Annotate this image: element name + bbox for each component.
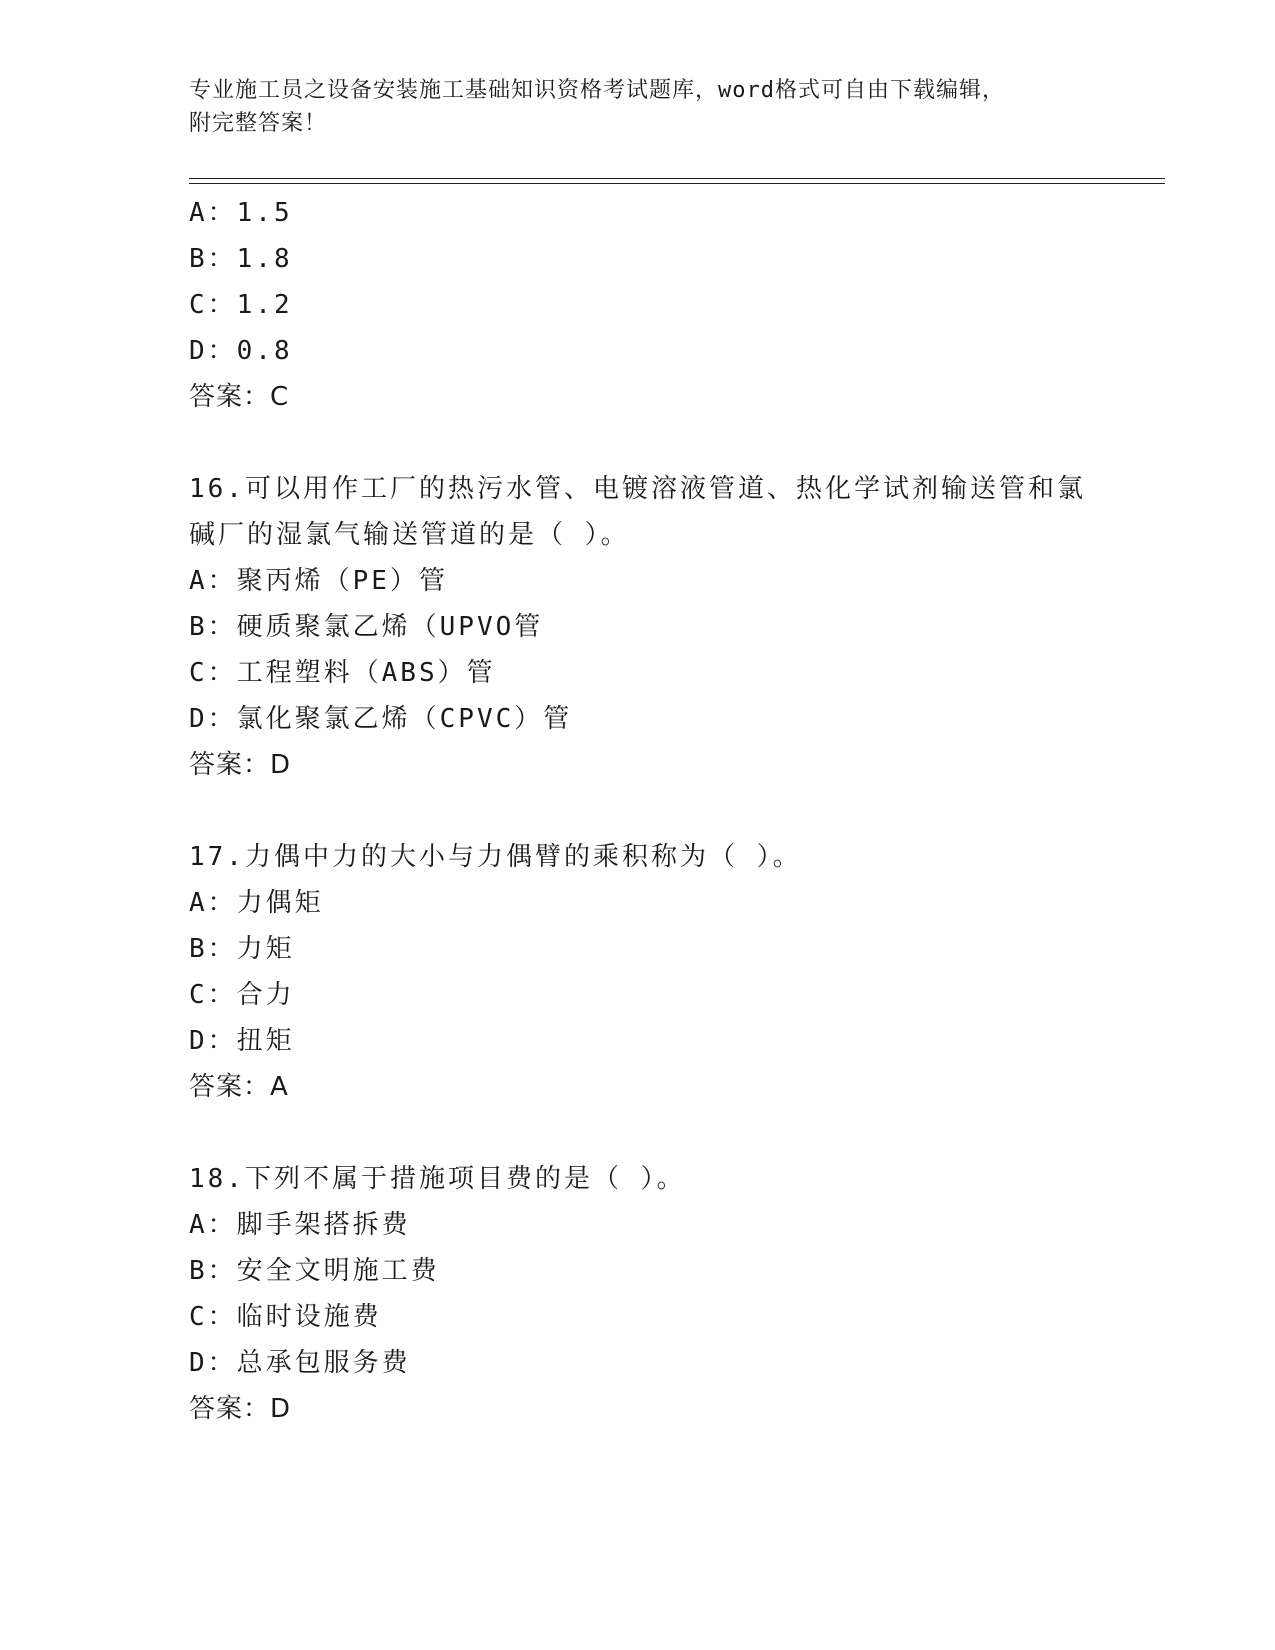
spacer — [189, 420, 1109, 466]
option-c: C：合力 — [189, 980, 295, 1010]
question-18 — [189, 1156, 1109, 1432]
option-d: D：扭矩 — [189, 1026, 295, 1056]
option-c: C：1.2 — [189, 290, 293, 320]
option-d: D：0.8 — [189, 336, 293, 366]
option-d: D：总承包服务费 — [189, 1348, 411, 1378]
option-a: A：聚丙烯（PE）管 — [189, 566, 448, 596]
question-15 — [189, 190, 1109, 420]
option-c: C：临时设施费 — [189, 1302, 382, 1332]
option-a: A：力偶矩 — [189, 888, 324, 918]
header-line-1: 专业施工员之设备安装施工基础知识资格考试题库，word格式可自由下载编辑， — [189, 78, 1005, 103]
option-d: D：氯化聚氯乙烯（CPVC）管 — [189, 704, 573, 734]
header-divider-bottom — [189, 183, 1165, 184]
option-b: B：1.8 — [189, 244, 293, 274]
question-16 — [189, 466, 1109, 788]
question-text-line-1: 17.力偶中力的大小与力偶臂的乘积称为（ ）。 — [189, 842, 802, 872]
spacer — [189, 1110, 1109, 1156]
answer-line: 答案：D — [189, 750, 292, 780]
answer-line: 答案：C — [189, 382, 290, 412]
header-divider-top — [189, 178, 1165, 179]
option-b: B：安全文明施工费 — [189, 1256, 440, 1286]
header-line-2: 附完整答案！ — [189, 111, 328, 136]
option-c: C：工程塑料（ABS）管 — [189, 658, 496, 688]
answer-line: 答案：D — [189, 1394, 292, 1424]
option-a: A：1.5 — [189, 198, 293, 228]
option-a: A：脚手架搭拆费 — [189, 1210, 411, 1240]
option-b: B：硬质聚氯乙烯（UPVO管 — [189, 612, 544, 642]
answer-line: 答案：A — [189, 1072, 289, 1102]
document-header — [189, 74, 1089, 140]
spacer — [189, 788, 1109, 834]
question-text-line-1: 16.可以用作工厂的热污水管、电镀溶液管道、热化学试剂输送管和氯 — [189, 474, 1086, 504]
question-text-line-2: 碱厂的湿氯气输送管道的是（ ）。 — [189, 520, 630, 550]
option-b: B：力矩 — [189, 934, 295, 964]
question-list — [189, 190, 1109, 1432]
question-17 — [189, 834, 1109, 1110]
question-text-line-1: 18.下列不属于措施项目费的是（ ）。 — [189, 1164, 686, 1194]
